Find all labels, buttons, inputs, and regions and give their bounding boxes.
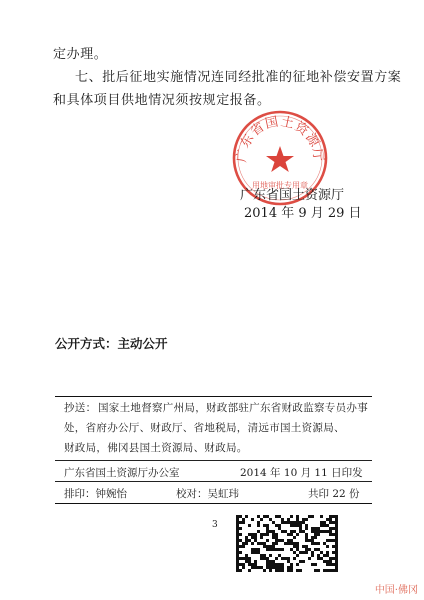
cc-line-3: 财政局，佛冈县国土资源局、财政局。: [64, 442, 248, 454]
office-name: 广东省国土资源厅办公室: [64, 467, 180, 479]
print-date: 2014 年 10 月 11 日印发: [240, 467, 363, 479]
divider-middle: [55, 460, 372, 461]
body-line-2: 七、批后征地实施情况连同经批准的征地补偿安置方案: [75, 70, 402, 85]
body-line-1: 定办理。: [53, 47, 108, 62]
cc-label: 抄送：: [64, 402, 97, 414]
typist: 排印：钟婉怡: [64, 488, 127, 500]
page-number: 3: [212, 520, 218, 530]
body-line-3: 和具体项目供地情况须按规定报备。: [53, 93, 271, 108]
site-watermark: 中国·佛冈: [374, 585, 418, 596]
cc-line-1: 国家土地督察广州局，财政部驻广东省财政监察专员办事: [98, 402, 368, 414]
divider-lower: [55, 481, 372, 482]
seal-text-top: 广东省国土资源厅: [234, 114, 326, 164]
cc-line-2: 处，省府办公厅、财政厅、省地税局，清远市国土资源局、: [64, 422, 345, 434]
seal-text-bottom: 用地审批专用章: [252, 181, 308, 190]
disclosure-mode: 公开方式：主动公开: [55, 336, 168, 351]
issuer-name: 广东省国土资源厅: [240, 188, 345, 203]
divider-bottom: [55, 503, 372, 504]
barcode-icon: [236, 514, 338, 572]
copies: 共印 22 份: [308, 488, 360, 500]
divider-top: [55, 396, 372, 397]
seal-star-icon: [266, 146, 294, 172]
issue-date: 2014 年 9 月 29 日: [244, 206, 362, 221]
proofreader: 校对：吴虹玮: [176, 488, 239, 500]
